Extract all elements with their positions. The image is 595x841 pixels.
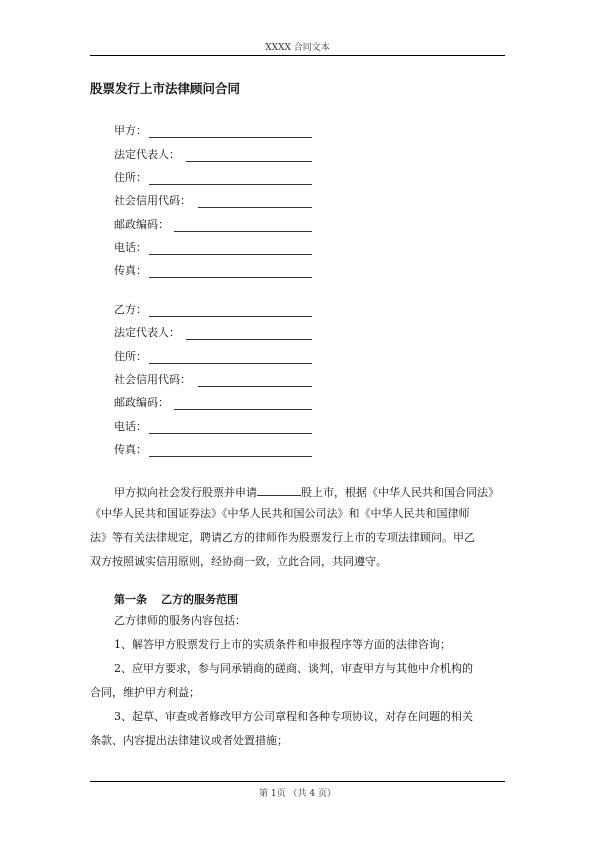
fill-in-line xyxy=(149,316,312,317)
article-heading-text: 乙方的服务范围 xyxy=(161,593,238,606)
field-label: 法定代表人： xyxy=(114,148,180,161)
fill-in-blank xyxy=(257,483,301,496)
field-label: 邮政编码： xyxy=(114,218,169,231)
fill-in-line xyxy=(149,456,312,457)
field-label: 住所： xyxy=(114,350,147,363)
fill-in-line xyxy=(186,161,312,162)
field-label: 邮政编码： xyxy=(114,396,169,409)
party-b-address-field xyxy=(114,350,312,364)
article-1-item-3-line-2: 条款、内容提出法律建议或者处置措施； xyxy=(90,734,288,747)
party-a-representative-field xyxy=(114,148,312,162)
fill-in-line xyxy=(198,207,312,208)
article-number: 第一条 xyxy=(114,593,147,606)
party-b-postcode-field xyxy=(114,396,312,410)
contract-title: 股票发行上市法律顾问合同 xyxy=(90,81,241,96)
article-1-item-2-line-2: 合同，维护甲方利益； xyxy=(90,686,200,699)
party-a-name-field xyxy=(114,124,312,138)
article-1-item-2-line-1: 2、应甲方要求，参与同承销商的磋商、谈判，审查甲方与其他中介机构的 xyxy=(114,662,473,675)
party-a-address-field xyxy=(114,171,312,185)
fill-in-line xyxy=(149,433,312,434)
party-a-credit-code-field xyxy=(114,194,312,208)
field-label: 社会信用代码： xyxy=(114,194,191,207)
fill-in-line xyxy=(174,231,312,232)
article-1-heading xyxy=(114,591,238,607)
fill-in-line xyxy=(149,137,312,138)
party-b-credit-code-field xyxy=(114,373,312,387)
fill-in-line xyxy=(198,386,312,387)
party-a-fax-field xyxy=(114,264,312,278)
party-b-name-field xyxy=(114,303,312,317)
article-1-intro: 乙方律师的服务内容包括： xyxy=(114,614,246,627)
field-label: 电话： xyxy=(114,241,147,254)
field-label: 电话： xyxy=(114,420,147,433)
fill-in-line xyxy=(149,363,312,364)
preamble-line-4: 双方按照诚实信用原则，经协商一致，立此合同，共同遵守。 xyxy=(90,555,387,568)
field-label: 住所： xyxy=(114,171,147,184)
party-a-phone-field xyxy=(114,241,312,255)
page-header: XXXX 合同文本 xyxy=(265,43,330,53)
page-footer: 第 1页 （共 4 页） xyxy=(259,789,336,799)
header-divider xyxy=(90,55,505,56)
fill-in-line xyxy=(149,184,312,185)
fill-in-line xyxy=(149,277,312,278)
article-1-item-3-line-1: 3、起草、审查或者修改甲方公司章程和各种专项协议，对存在问题的相关 xyxy=(114,710,473,723)
party-a-postcode-field xyxy=(114,218,312,232)
field-label: 甲方： xyxy=(114,124,147,137)
field-label: 社会信用代码： xyxy=(114,373,191,386)
party-b-fax-field xyxy=(114,443,312,457)
fill-in-line xyxy=(174,409,312,410)
preamble-line-1 xyxy=(114,483,499,500)
preamble-text: 股上市，根据《中华人民共和国合同法》 xyxy=(301,486,499,499)
footer-divider xyxy=(90,781,505,782)
preamble-text: 甲方拟向社会发行股票并申请 xyxy=(114,486,257,499)
field-label: 乙方： xyxy=(114,303,147,316)
party-b-representative-field xyxy=(114,326,312,340)
preamble-line-3: 法》等有关法律规定，聘请乙方的律师作为股票发行上市的专项法律顾问。甲乙 xyxy=(90,531,475,544)
field-label: 传真： xyxy=(114,443,147,456)
preamble-line-2: 《中华人民共和国证券法》《中华人民共和国公司法》和《中华人民共和国律师 xyxy=(90,507,470,520)
field-label: 传真： xyxy=(114,264,147,277)
fill-in-line xyxy=(186,339,312,340)
fill-in-line xyxy=(149,254,312,255)
article-1-item-1: 1、解答甲方股票发行上市的实质条件和申报程序等方面的法律咨询； xyxy=(114,638,451,651)
party-b-phone-field xyxy=(114,420,312,434)
field-label: 法定代表人： xyxy=(114,326,180,339)
